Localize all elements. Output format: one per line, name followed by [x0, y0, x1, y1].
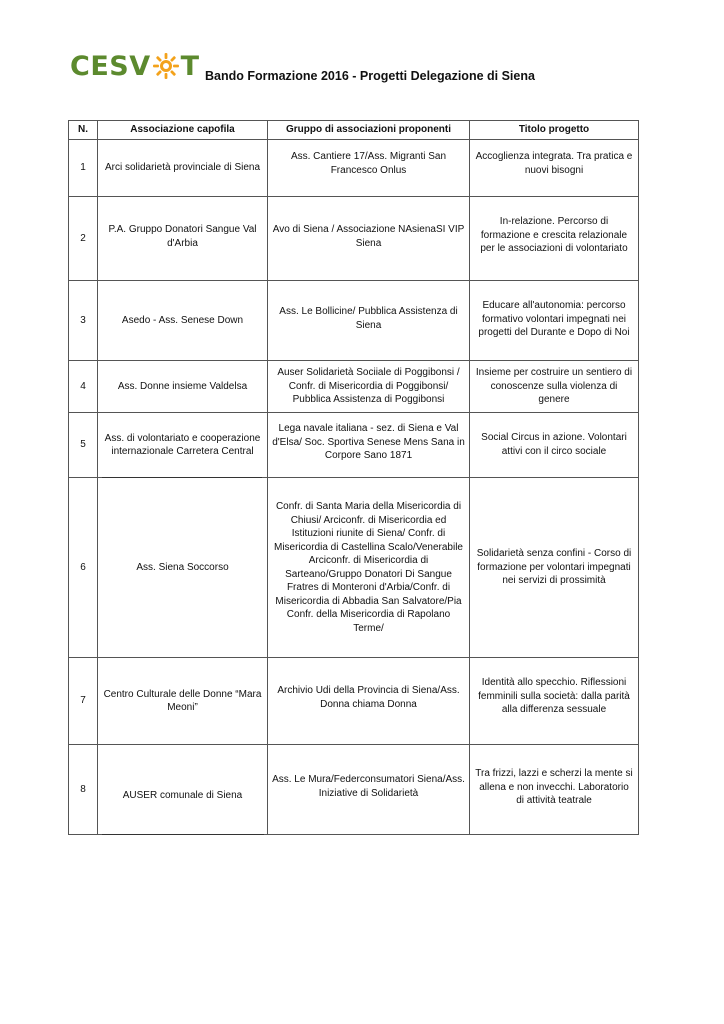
cell-capofila: Ass. Siena Soccorso: [98, 478, 268, 658]
cesvot-logo: [70, 50, 200, 82]
cell-n: 6: [69, 478, 98, 658]
table-row: [69, 281, 639, 361]
cell-titolo: In-relazione. Percorso di formazione e crescita relazionale per le associazioni di volontariato: [470, 197, 639, 281]
logo-text-right: T: [180, 50, 200, 82]
header-n: N.: [69, 121, 98, 140]
cell-titolo: Tra frizzi, lazzi e scherzi la mente si allena e non invecchi. Laboratorio di attività teatrale: [470, 745, 639, 835]
cell-gruppo: Ass. Le Mura/Federconsumatori Siena/Ass. Iniziative di Solidarietà: [268, 745, 470, 835]
cell-n: 8: [69, 745, 98, 835]
header-titolo: Titolo progetto: [470, 121, 639, 140]
table-row: [69, 658, 639, 745]
cell-n: 5: [69, 413, 98, 478]
cell-titolo: Solidarietà senza confini - Corso di formazione per volontari impegnati nei servizi di prossimità: [470, 478, 639, 658]
cell-capofila: P.A. Gruppo Donatori Sangue Val d'Arbia: [98, 197, 268, 281]
underline-row-8: [102, 834, 264, 835]
table-row: [69, 140, 639, 197]
cell-capofila: Ass. Donne insieme Valdelsa: [98, 361, 268, 413]
cell-gruppo: Lega navale italiana - sez. di Siena e Val d'Elsa/ Soc. Sportiva Senese Mens Sana in Corpore Sano 1871: [268, 413, 470, 478]
cell-capofila: Ass. di volontariato e cooperazione internazionale Carretera Central: [98, 413, 268, 478]
cell-n: 4: [69, 361, 98, 413]
header-capofila: Associazione capofila: [98, 121, 268, 140]
cell-capofila: Centro Culturale delle Donne “Mara Meoni”: [98, 658, 268, 745]
table-header-row: [69, 121, 639, 140]
cell-n: 2: [69, 197, 98, 281]
cell-gruppo: Archivio Udi della Provincia di Siena/Ass. Donna chiama Donna: [268, 658, 470, 745]
cell-titolo: Social Circus in azione. Volontari attivi con il circo sociale: [470, 413, 639, 478]
cell-gruppo: Avo di Siena / Associazione NAsienaSI VIP Siena: [268, 197, 470, 281]
cell-gruppo: Confr. di Santa Maria della Misericordia di Chiusi/ Arciconfr. di Misericordia ed Istituzioni riunite di Siena/ Confr. di Misericordia di Castellina Scalo/Venerabile Arciconfr. di Misericordia di Sarteano/Gruppo Donatori Di Sangue Fratres di Monteroni d'Arbia/Confr. di Misericordia di Abbadia San Salvatore/Pia Confr. della Misericordia di Rapolano Terme/: [268, 478, 470, 658]
cell-titolo: Insieme per costruire un sentiero di conoscenze sulla violenza di genere: [470, 361, 639, 413]
table-row: [69, 413, 639, 478]
underline-row-5: [102, 477, 262, 478]
header-gruppo: Gruppo di associazioni proponenti: [268, 121, 470, 140]
cell-titolo: Educare all'autonomia: percorso formativo volontari impegnati nei progetti del Durante e Dopo di Noi: [470, 281, 639, 361]
logo-text-left: CESV: [70, 50, 151, 82]
cell-n: 1: [69, 140, 98, 197]
sun-icon: [152, 52, 180, 80]
cell-capofila: Arci solidarietà provinciale di Siena: [98, 140, 268, 197]
table-row: [69, 361, 639, 413]
cell-gruppo: Auser Solidarietà Sociiale di Poggibonsi / Confr. di Misericordia di Poggibonsi/ Pubblica Assistenza di Poggibonsi: [268, 361, 470, 413]
page-title: Bando Formazione 2016 - Progetti Delegazione di Siena: [205, 69, 535, 83]
table-row: [69, 745, 639, 835]
table-row: [69, 478, 639, 658]
cell-n: 3: [69, 281, 98, 361]
cell-titolo: Identità allo specchio. Riflessioni femminili sulla società: dalla parità alla differenza sessuale: [470, 658, 639, 745]
table-row: [69, 197, 639, 281]
cell-n: 7: [69, 658, 98, 745]
cell-capofila: Asedo - Ass. Senese Down: [98, 281, 268, 361]
cell-gruppo: Ass. Cantiere 17/Ass. Migranti San Francesco Onlus: [268, 140, 470, 197]
cell-titolo: Accoglienza integrata. Tra pratica e nuovi bisogni: [470, 140, 639, 197]
cell-gruppo: Ass. Le Bollicine/ Pubblica Assistenza di Siena: [268, 281, 470, 361]
cell-capofila: AUSER comunale di Siena: [98, 745, 268, 835]
